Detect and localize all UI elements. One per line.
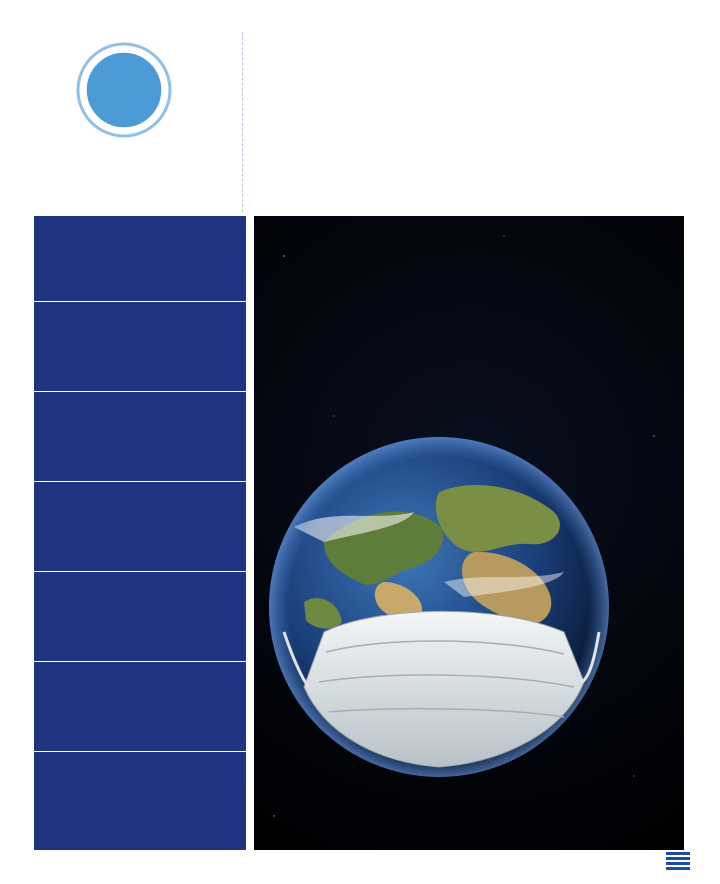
disclaimer-vertical	[8, 456, 24, 840]
articles-sidebar	[34, 216, 246, 850]
masked-earth-icon	[264, 432, 614, 782]
arab-thought-foundation-logo	[66, 40, 182, 140]
foundation-emblem-icon	[66, 40, 182, 140]
annahar-logo	[44, 158, 204, 206]
article-item[interactable]	[34, 576, 246, 662]
article-item[interactable]	[34, 216, 246, 302]
article-item[interactable]	[34, 756, 246, 842]
article-item[interactable]	[34, 666, 246, 752]
article-item[interactable]	[34, 306, 246, 392]
alzebda-logo	[590, 846, 690, 876]
article-item[interactable]	[34, 396, 246, 482]
masthead	[372, 34, 692, 154]
article-item[interactable]	[34, 486, 246, 572]
cover-image	[254, 216, 684, 850]
header-divider	[242, 32, 243, 212]
newspaper-lines-icon	[666, 852, 690, 870]
